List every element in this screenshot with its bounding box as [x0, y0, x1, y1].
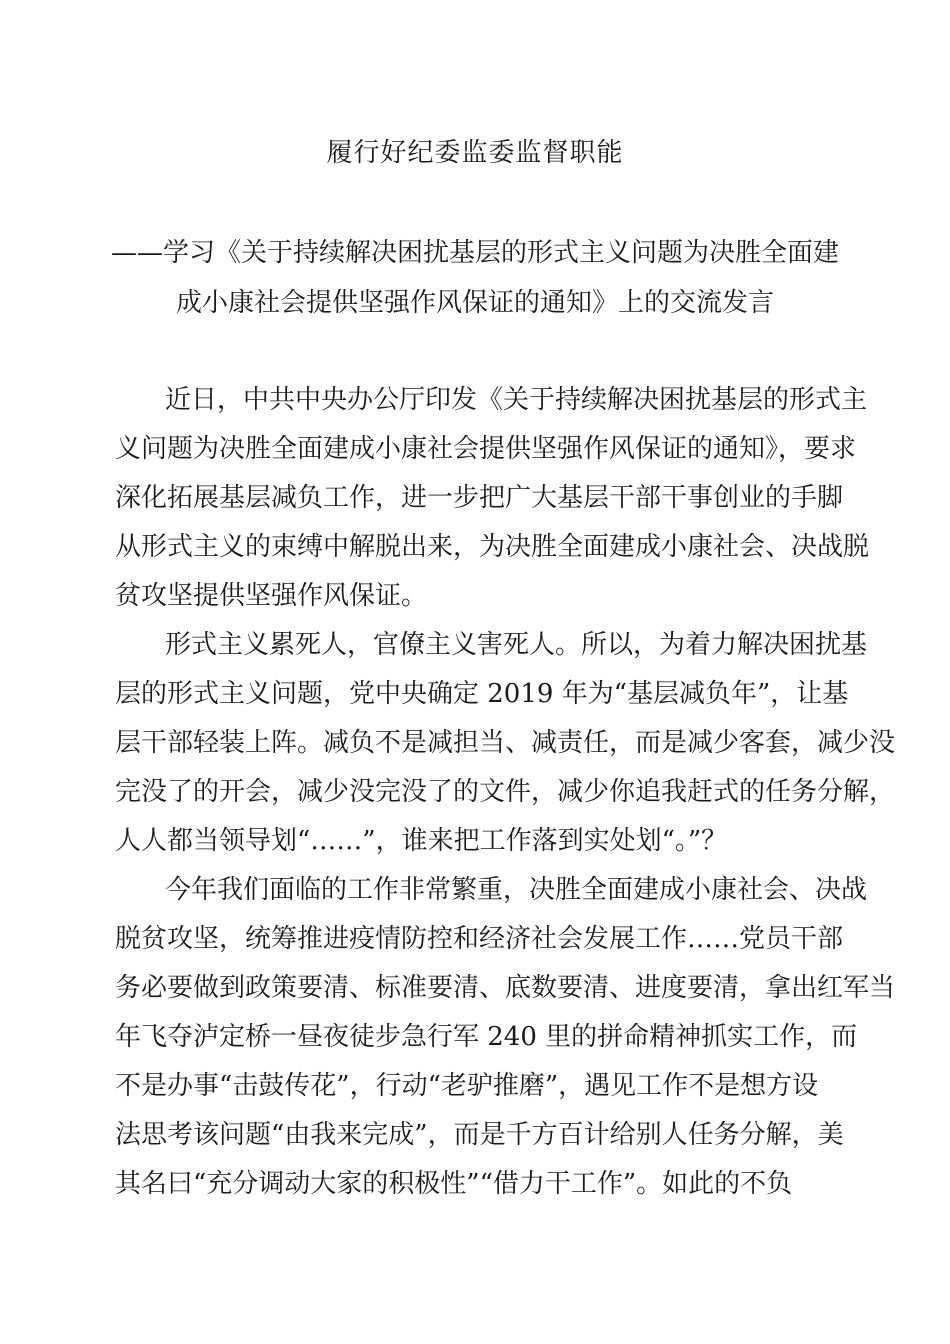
paragraph-line: 完没了的开会，减少没完没了的文件，减少你追我赶式的任务分解， [115, 777, 896, 807]
paragraph-line: 务必要做到政策要清、标准要清、底数要清、进度要清，拿出红军当 [115, 973, 896, 1003]
paragraph-line: 不是办事“击鼓传花”，行动“老驴推磨”，遇见工作不是想方设 [115, 1071, 819, 1101]
paragraph-line: 义问题为决胜全面建成小康社会提供坚强作风保证的通知》，要求 [115, 434, 857, 464]
subtitle-line: ——学习《关于持续解决困扰基层的形式主义问题为决胜全面建 [110, 238, 839, 268]
paragraph-line: 法思考该问题“由我来完成”，而是千方百计给别人任务分解，美 [115, 1120, 844, 1150]
document-subtitle [110, 228, 840, 328]
paragraph-line: 形式主义累死人，官僚主义害死人。所以，为着力解决困扰基 [165, 630, 868, 660]
paragraph-line: 今年我们面临的工作非常繁重，决胜全面建成小康社会、决战 [165, 875, 868, 905]
paragraph-line: 人人都当领导划“……”，谁来把工作落到实处划“。”？ [115, 826, 728, 856]
subtitle-line: 成小康社会提供坚强作风保证的通知》上的交流发言 [175, 288, 774, 318]
paragraph-2 [115, 621, 896, 866]
paragraph-line: 从形式主义的束缚中解脱出来，为决胜全面建成小康社会、决战脱 [115, 532, 870, 562]
paragraph-line: 近日，中共中央办公厅印发《关于持续解决困扰基层的形式主 [165, 385, 868, 415]
paragraph-line: 贫攻坚提供坚强作风保证。 [115, 581, 428, 611]
paragraph-line: 层的形式主义问题，党中央确定 2019 年为“基层减负年”，让基 [115, 679, 849, 709]
document-body [115, 376, 896, 1209]
paragraph-line: 脱贫攻坚，统筹推进疫情防控和经济社会发展工作……党员干部 [115, 924, 844, 954]
paragraph-line: 年飞夺泸定桥一昼夜徒步急行军 240 里的拼命精神抓实工作，而 [115, 1022, 858, 1052]
paragraph-line: 深化拓展基层减负工作，进一步把广大基层干部干事创业的手脚 [115, 483, 844, 513]
paragraph-line: 其名曰“充分调动大家的积极性”“借力干工作”。如此的不负 [115, 1169, 793, 1199]
document-title: 履行好纪委监委监督职能 [326, 138, 624, 168]
paragraph-line: 层干部轻装上阵。减负不是减担当、减责任，而是减少客套，减少没 [115, 728, 896, 758]
paragraph-3 [115, 866, 896, 1209]
paragraph-1 [115, 376, 870, 621]
